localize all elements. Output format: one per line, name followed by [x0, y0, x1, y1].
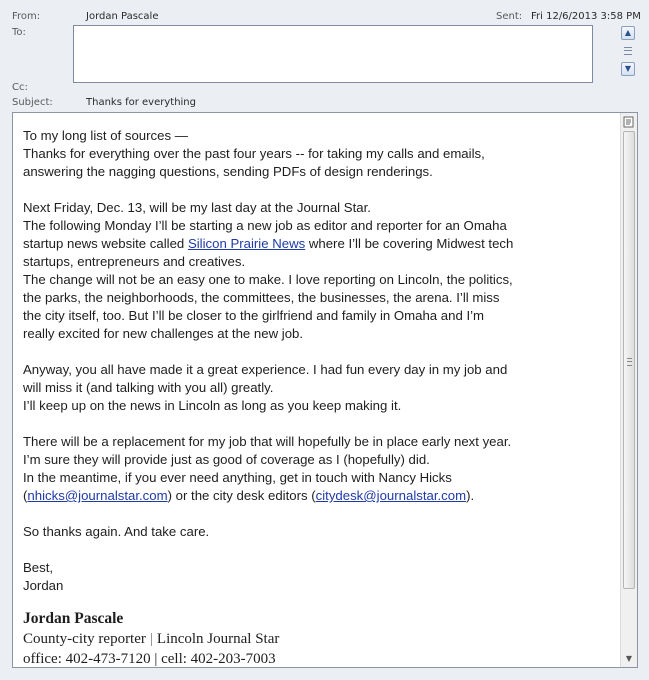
body-line: really excited for new challenges at the new job.: [23, 326, 304, 341]
message-text: [23, 127, 613, 668]
signature-contact: office: 402-473-7120 | cell: 402-203-7003: [23, 651, 276, 667]
sender-first-name: Jordan: [23, 578, 64, 593]
sent-value: Fri 12/6/2013 3:58 PM: [531, 11, 641, 22]
body-line: The following Monday I’ll be starting a new job as editor and reporter for an Omaha: [23, 218, 507, 233]
body-line: In the meantime, if you ever need anything, get in touch with Nancy Hicks: [23, 470, 452, 485]
signature-name: Jordan Pascale: [23, 610, 124, 627]
scroll-down-button[interactable]: [622, 651, 636, 665]
text-fragment: ).: [466, 488, 475, 503]
body-line: There will be a replacement for my job that will hopefully be in place early next year.: [23, 434, 512, 449]
body-line: [23, 487, 613, 505]
signature-title-line: [23, 629, 613, 649]
to-label: To:: [12, 27, 26, 38]
body-scrollbar[interactable]: [620, 113, 637, 667]
text-fragment: where I’ll be covering Midwest tech: [305, 236, 514, 251]
body-line: I’m sure they will provide just as good of coverage as I (hopefully) did.: [23, 452, 430, 467]
closing-word: Best,: [23, 560, 54, 575]
body-line: I’ll keep up on the news in Lincoln as long as you keep making it.: [23, 398, 402, 413]
paragraph-closing: [23, 523, 613, 541]
body-line: Anyway, you all have made it a great experience. I had fun every day in my job and: [23, 362, 508, 377]
signature-separator: |: [149, 631, 153, 647]
to-scroll-up[interactable]: [621, 26, 635, 40]
to-scroll-down[interactable]: [621, 62, 635, 76]
sent-label: Sent:: [496, 11, 523, 22]
paragraph-news: [23, 199, 613, 343]
note-icon[interactable]: [623, 116, 635, 128]
paragraph-intro: [23, 127, 613, 181]
body-line: startups, entrepreneurs and creatives.: [23, 254, 246, 269]
body-line: answering the nagging questions, sending PDFs of design renderings.: [23, 164, 433, 179]
signature-block: [23, 609, 613, 668]
scrollbar-thumb[interactable]: [623, 131, 635, 589]
subject-value: Thanks for everything: [86, 97, 196, 108]
from-label: From:: [12, 11, 41, 22]
grip-icon: [627, 358, 632, 366]
text-fragment: (: [23, 488, 28, 503]
from-value: Jordan Pascale: [86, 11, 159, 22]
chevron-down-icon: ▼: [621, 62, 635, 76]
paragraph-replacement: [23, 433, 613, 505]
body-line: The change will not be an easy one to make. I love reporting on Lincoln, the politics,: [23, 272, 513, 287]
body-line: the parks, the neighborhoods, the committees, the businesses, the arena. I’ll miss: [23, 290, 500, 305]
text-fragment: startup news website called: [23, 236, 188, 251]
silicon-prairie-news-link[interactable]: Silicon Prairie News: [187, 236, 306, 251]
signature-title: County-city reporter: [23, 631, 146, 647]
body-line: So thanks again. And take care.: [23, 524, 210, 539]
chevron-down-icon: ▼: [625, 653, 633, 663]
signature-org: Lincoln Journal Star: [156, 631, 280, 647]
window-bottom-edge: [0, 668, 649, 680]
citydesk-email-link[interactable]: citydesk@journalstar.com: [315, 488, 467, 503]
text-fragment: ) or the city desk editors (: [167, 488, 316, 503]
body-line: will miss it (and talking with you all) greatly.: [23, 380, 274, 395]
subject-label: Subject:: [12, 97, 53, 108]
to-value: [74, 26, 592, 30]
paragraph-thanks: [23, 361, 613, 415]
body-line: the city itself, too. But I’ll be closer to the girlfriend and family in Omaha and I’m: [23, 308, 485, 323]
nhicks-email-link[interactable]: nhicks@journalstar.com: [27, 488, 168, 503]
body-line: To my long list of sources —: [23, 128, 188, 143]
body-line: [23, 235, 613, 253]
chevron-up-icon: ▲: [621, 26, 635, 40]
body-line: Thanks for everything over the past four years -- for taking my calls and emails,: [23, 146, 485, 161]
to-field[interactable]: [73, 25, 593, 83]
cc-label: Cc:: [12, 82, 28, 93]
message-body[interactable]: [12, 112, 638, 668]
sign-off: [23, 559, 613, 595]
body-line: Next Friday, Dec. 13, will be my last day at the Journal Star.: [23, 200, 371, 215]
resize-grip-icon[interactable]: [624, 47, 632, 55]
